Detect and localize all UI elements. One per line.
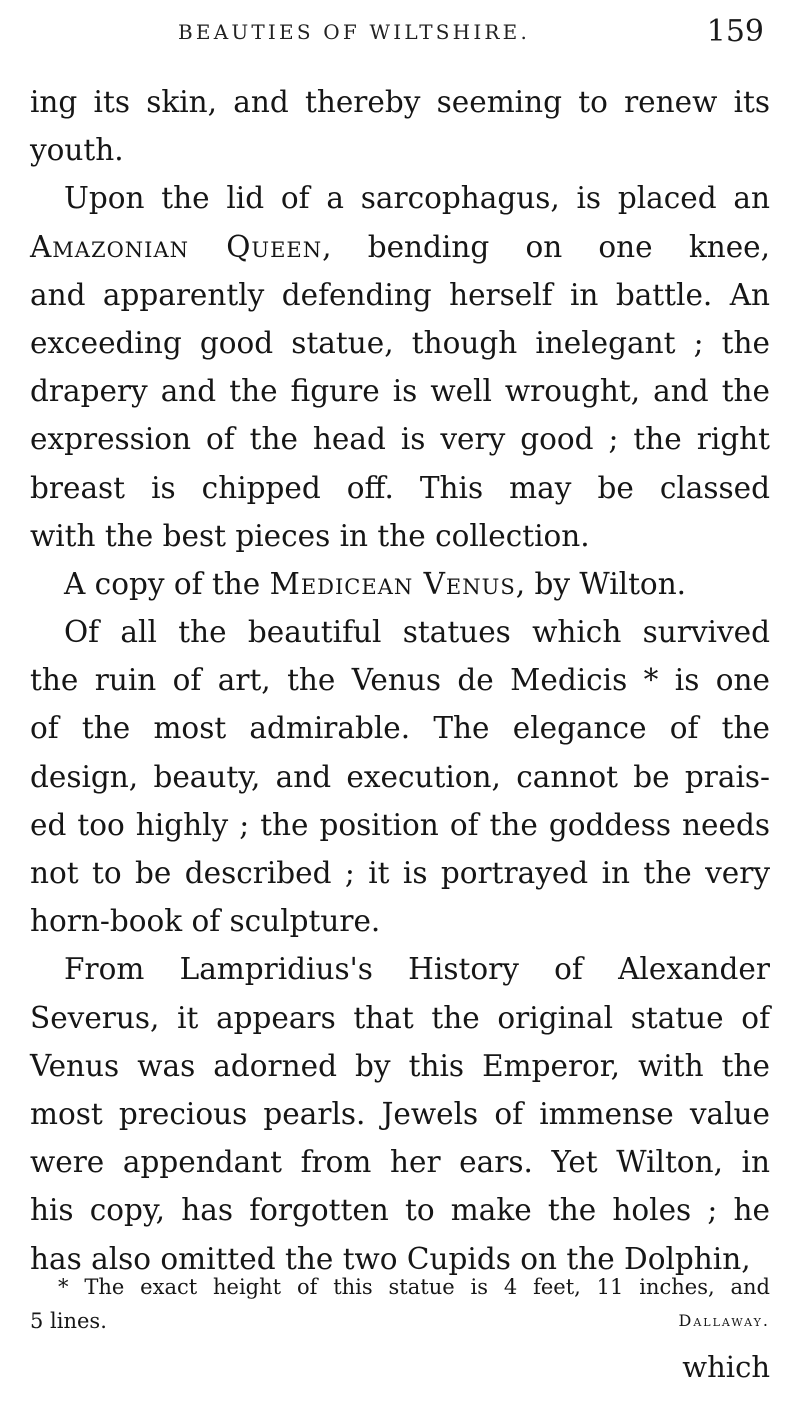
small-caps-name: Medicean Venus — [269, 566, 516, 601]
line-text: not to be described ; it is portrayed in the very — [30, 856, 770, 890]
text-line — [30, 753, 770, 801]
line-text: Venus was adorned by this Emperor, with the — [30, 1048, 770, 1083]
text-line — [30, 1186, 770, 1234]
catchword: which — [682, 1350, 770, 1384]
line-text: From Lampridius's History of Alexander — [64, 952, 770, 987]
line-text: ed too highly ; the position of the goddess needs — [30, 807, 770, 842]
line-text: his copy, has forgotten to make the holes ; he — [30, 1193, 770, 1228]
small-caps-name: Amazonian Queen — [30, 229, 323, 264]
text-line — [30, 1042, 770, 1090]
text-line — [30, 319, 770, 367]
text-line — [30, 1138, 770, 1186]
paragraph — [30, 560, 770, 608]
line-text: Upon the lid of a sarcophagus, is placed an — [64, 181, 770, 216]
paragraph — [30, 174, 770, 560]
page-number: 159 — [706, 14, 764, 49]
line-text: design, beauty, and execution, cannot be prais- — [30, 759, 770, 794]
line-text: , bending on one knee, — [322, 229, 771, 264]
line-text: of the most admirable. The elegance of the — [30, 711, 770, 746]
line-text: , by Wilton. — [515, 566, 687, 601]
text-line — [30, 560, 770, 608]
footnote-signature: Dallaway. — [678, 1311, 770, 1330]
line-text: with the best pieces in the collection. — [30, 518, 590, 553]
line-text: the ruin of art, the Venus de Medicis * is one — [30, 663, 770, 698]
text-line — [30, 78, 770, 126]
text-line — [30, 367, 770, 415]
text-line — [30, 512, 770, 560]
footnote — [30, 1270, 770, 1338]
line-text: drapery and the figure is well wrought, and the — [30, 374, 770, 409]
line-text: youth. — [30, 133, 124, 168]
line-text: were appendant from her ears. Yet Wilton, in — [30, 1145, 770, 1180]
text-line — [30, 801, 770, 849]
body-text — [30, 78, 770, 1283]
line-text: horn-book of sculpture. — [30, 904, 381, 939]
line-text: expression of the head is very good ; the right — [30, 422, 770, 457]
footnote-line — [30, 1304, 770, 1338]
line-text: ing its skin, and thereby seeming to renew its — [30, 85, 770, 119]
line-text: breast is chipped off. This may be classed — [30, 470, 770, 505]
page-header — [0, 14, 800, 54]
text-line — [30, 174, 770, 222]
line-text: A copy of the — [64, 566, 270, 601]
text-line — [30, 849, 770, 897]
text-line — [30, 126, 770, 174]
paragraph — [30, 78, 770, 174]
text-line — [30, 271, 770, 319]
text-line — [30, 897, 770, 945]
text-line — [30, 464, 770, 512]
running-head: BEAUTIES OF WILTSHIRE. — [178, 20, 531, 44]
text-line — [30, 415, 770, 463]
text-line — [30, 656, 770, 704]
footnote-line: * The exact height of this statue is 4 feet, 11 inches, and — [58, 1275, 770, 1299]
line-text: Severus, it appears that the original statue of — [30, 1000, 770, 1035]
text-line — [30, 1090, 770, 1138]
paragraph — [30, 945, 770, 1282]
text-line — [30, 945, 770, 993]
footnote-text: 5 lines. — [30, 1309, 107, 1333]
line-text: and apparently defending herself in battle. An — [30, 277, 770, 312]
paragraph — [30, 608, 770, 945]
text-line — [30, 223, 770, 271]
text-line — [30, 994, 770, 1042]
line-text: Of all the beautiful statues which survived — [64, 615, 770, 650]
line-text: has also omitted the two Cupids on the Dolphin, — [30, 1241, 751, 1276]
text-line — [30, 704, 770, 752]
text-line — [30, 608, 770, 656]
line-text: most precious pearls. Jewels of immense value — [30, 1096, 770, 1131]
line-text: exceeding good statue, though inelegant ; the — [30, 325, 770, 360]
